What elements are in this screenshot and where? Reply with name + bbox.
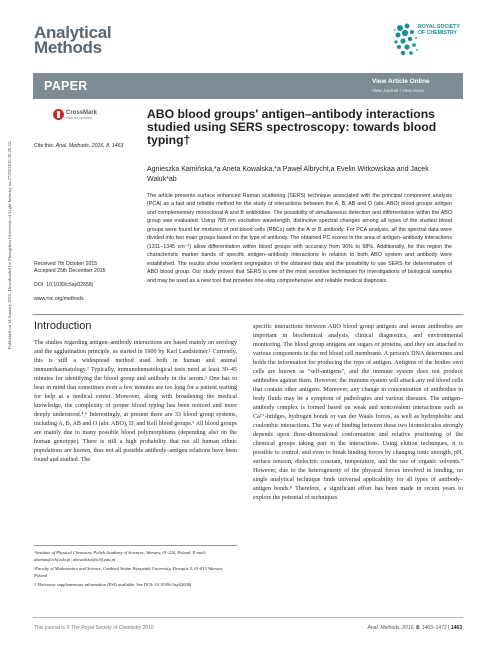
- footer-journal: Anal. Methods, 2016,: [367, 625, 417, 631]
- footer-pages: , 1463–1472 |: [418, 625, 451, 631]
- author-list: Agnieszka Kamińska,*a Aneta Kowalska,*a Paweł Albrycht,a Evelin Witkowskaa and Jacek Waluk*ab: [147, 166, 429, 183]
- crossmark-label: CrossMark: [66, 109, 98, 116]
- cite-prefix: Cite this:: [34, 143, 55, 149]
- body-column-left: [34, 339, 237, 465]
- article-dates: [34, 261, 106, 275]
- journal-title-line1: Analytical: [34, 23, 112, 42]
- footnote-affiliation-b: ᵇFaculty of Mathematics and Science, Cardinal Stefan Wyszyński University, Dewajtis 5, 01-815 Warsaw, Poland: [34, 565, 224, 579]
- copyright-footer: This journal is © The Royal Society of Chemistry 2016: [34, 625, 154, 631]
- paragraph: specific interactions between ABO blood group antigens and serum antibodies are important in biochemical analysis, clinical diagnostics, and environmental monitoring. The blood group antigens are sugars or proteins, and they are attached to various components in the red blood cell membrane. A person's DNA determines and holds the information for producing the type of antigen. Antigens of the bodies own cells are known as "self-antigens", and the immune system does not produce antibodies against them. However, the immune system will attack any red blood cells that contain other antigens. Moreover, any change in concentration of antibodies in body fluids may be a symptom of pathologies and various diseases. The antigen–antibody complex is formed based on weak and noncovalent interactions such as Ca²⁺-bridges, hydrogen bonds or van der Waals forces, as well as hydrophobic and coulombic interactions. The way of binding between these two biomolecules strongly depends upon three-dimensional conformation and relative positioning of the chemical groups taking part in the interactions. Using elution techniques, it is possible to control, and even to break binding forces by changing ionic strength, pH, surface tension, dielectric constant, temperature, and the use of organic solvents.⁷ However, due to the heterogeneity of the physical forces involved in binding, no single analytical technique finds universal applicability for all types of antibody–antigen bonds.⁸ Therefore, a significant effort has been made in recent years to explore the potential of techniques: [253, 324, 463, 502]
- page-number: 1463: [450, 625, 462, 631]
- paragraph: The studies regarding antigen–antibody interactions are based mainly on serology and the agglutination principle, as started in 1900 by Karl Landsteiner.¹ Currently, this is still a widespread method used both in human and animal immunohaematology.² Typically, immunohematological tests need at least 30–45 minutes for identifying the blood group and antibody in the serum.³ One has to bear in mind that sometimes even a few minutes are too long for a patient waiting for help at a medical center. Moreover, along with broadening the medical knowledge, the complexity of proper blood typing has been noticed and more deeply understood.⁴,⁵ Interestingly, at present there are 33 blood group systems, including A, B, AB and O (abr. ABO), D, and Kell blood groups.⁶ All blood groups are mainly due to many possible blood polymorphisms (depending also on the human genotype). There is still a high probability that not all human ethnic populations are known, thus not all possible antibody–antigen relations have been found and studied. The: [34, 340, 237, 464]
- view-journal-issue-links[interactable]: View Journal | View Issue: [372, 88, 425, 93]
- publisher-line1: ROYAL SOCIETY: [418, 24, 460, 30]
- publisher-name: [418, 24, 474, 36]
- cite-line: [34, 143, 123, 149]
- crossmark-badge[interactable]: [53, 109, 97, 120]
- footnote-affiliation-a: ᵃInstitute of Physical Chemistry, Polish Academy of Sciences, Warsaw, 01-224, Poland. E-mail: akamin@ichf.edu.pl; akowalska@ichf.edu.pl: [34, 550, 207, 563]
- download-watermark: Published on 14 January 2016. Downloaded by Zhengzhou University of Light Industry on 27/03/2016 20:26:52.: [7, 140, 12, 350]
- article-type-label: PAPER: [44, 79, 88, 93]
- footnote-divider: [34, 545, 237, 546]
- article-type-banner: [33, 73, 463, 99]
- footer-volume: 8: [416, 625, 419, 631]
- article-title: ABO blood groups' antigen–antibody interactions studied using SERS spectroscopy: towards blood typing†: [147, 107, 437, 147]
- received-date: Received 7th October 2015: [34, 261, 98, 267]
- crossmark-sub: click for updates: [66, 115, 92, 120]
- view-article-online-link[interactable]: View Article Online: [372, 78, 430, 85]
- footer-divider: [33, 617, 463, 618]
- abstract-text: The article presents surface enhanced Raman scattering (SERS) technique associated with the principal component analysis (PCA) as a fast and reliable method for the study of interactions between the A, B, AB and O (abr. ABO) blood groups antigen and complementary monoclonal A and B antibodies. The possibility of simultaneous detection and differentiation within the ABO group was evaluated. Using 785 nm excitation wavelength, distinctive spectral changes among all types of the studied blood groups were found for mixtures of red blood cells (RBCs) with the A or B antibody. For PCA analysis, all the spectral data were divided into two main groups based on the type of antibody. The obtained PC scores in the area of antigen–antibody interactions (1311–1345 cm⁻¹) allow differentiation within blood groups with accuracy from 96% to 98%. Additionally, for this region the characteristic marker bands of specific antigen–antibody interactions in relation to both ABO system and antibody were established. The results show excellent segregation of the obtained data and the possibility to use SERS for determination of ABO blood group. Our study proves that SERS is one of the most sensitive techniques for investigations of biological samples and may be used as a new tool that provides one-step comprehensive and reliable medical diagnosis.: [147, 193, 452, 284]
- page-footer: [368, 625, 462, 631]
- cite-reference: Anal. Methods, 2016, 8, 1463: [55, 143, 124, 149]
- header-divider: [33, 314, 463, 315]
- doi-link[interactable]: DOI: 10.1039/c5ay02658j: [34, 282, 93, 288]
- accepted-date: Accepted 25th December 2015: [34, 268, 106, 274]
- footnotes: [34, 549, 237, 589]
- journal-website-link[interactable]: www.rsc.org/methods: [34, 296, 84, 302]
- section-heading-introduction: Introduction: [34, 320, 92, 332]
- journal-title-line2: Methods: [34, 38, 102, 57]
- journal-title[interactable]: [34, 25, 111, 55]
- publisher-line2: OF CHEMISTRY: [418, 30, 458, 36]
- body-column-right: [253, 323, 463, 503]
- crossmark-icon: [53, 109, 64, 120]
- footnote-esi: † Electronic supplementary information (ESI) available. See DOI: 10.1039/c5ay02658j: [34, 581, 192, 587]
